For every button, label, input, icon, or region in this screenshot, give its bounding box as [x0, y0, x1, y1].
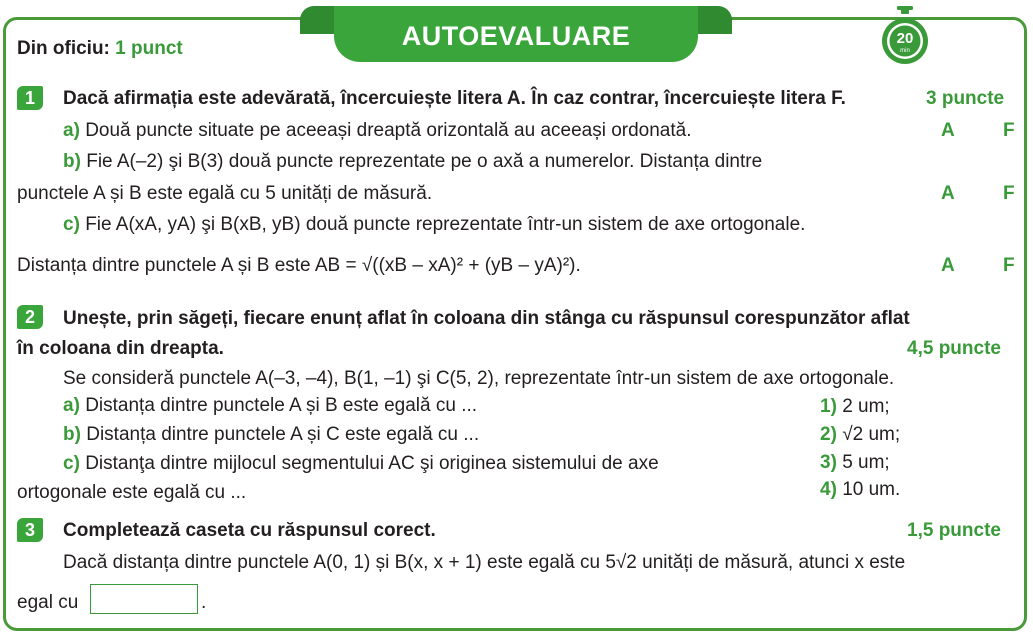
ex2-statement-c-line1[interactable] [63, 452, 659, 476]
ex1-c-false-option[interactable]: F [1003, 255, 1015, 276]
ex1-item-b-line1 [63, 150, 762, 174]
ex2-c-text-line2: ortogonale este egală cu ... [17, 482, 247, 503]
ex1-c-text-line2: Distanța dintre punctele A și B este AB = √((xB – xA)² + (yB – yA)²). [17, 255, 581, 276]
exercise-2-points: 4,5 puncte [907, 338, 1001, 359]
ex2-answer-4-text: 10 um. [842, 479, 901, 500]
ex2-statement-b[interactable] [63, 423, 479, 447]
ex2-answer-4[interactable] [820, 478, 900, 502]
exercise-2-instruction-line2: în coloana din dreapta. [17, 338, 224, 359]
ex2-answer-3[interactable] [820, 451, 890, 475]
oficiu-line [17, 38, 183, 60]
ex2-answer-2[interactable] [820, 423, 900, 447]
ex2-answer-3-label: 3) [820, 452, 837, 473]
ex1-a-label: a) [63, 120, 80, 141]
timer-unit: min [900, 48, 910, 54]
ex1-b-true-option[interactable]: A [941, 183, 955, 204]
exercise-1-points: 3 puncte [926, 88, 1005, 109]
ex2-statement-a[interactable] [63, 394, 477, 418]
ex1-b-text-line2: punctele A și B este egală cu 5 unități de măsură. [17, 183, 433, 204]
ex1-a-true-option[interactable]: A [941, 120, 955, 141]
ex2-a-text: Distanța dintre punctele A și B este egală cu ... [85, 395, 478, 416]
ex1-c-true-option[interactable]: A [941, 255, 955, 276]
answer-input-box[interactable] [90, 584, 198, 614]
ex2-answer-2-text: √2 um; [842, 424, 901, 445]
ex1-b-text-line1: Fie A(–2) şi B(3) două puncte reprezentate pe o axă a numerelor. Distanța dintre [86, 151, 763, 172]
ex2-answer-4-label: 4) [820, 479, 837, 500]
ex1-item-c-line1 [63, 213, 805, 237]
ex3-text-line2-suffix: . [201, 592, 207, 613]
ex2-a-label: a) [63, 395, 80, 416]
ex2-answer-1[interactable] [820, 395, 890, 419]
ex1-c-text-line1: Fie A(xA, yA) şi B(xB, yB) două puncte reprezentate într-un sistem de axe ortogonale. [85, 214, 806, 235]
exercise-3-points: 1,5 puncte [907, 520, 1001, 541]
ex1-b-false-option[interactable]: F [1003, 183, 1015, 204]
page-title: AUTOEVALUARE [334, 6, 698, 62]
ex1-item-a [63, 119, 692, 143]
oficiu-points: 1 punct [115, 38, 183, 59]
ex1-b-label: b) [63, 151, 81, 172]
ex1-a-false-option[interactable]: F [1003, 120, 1015, 141]
title-tab [300, 6, 732, 62]
ex1-c-label: c) [63, 214, 80, 235]
ex2-b-text: Distanța dintre punctele A și C este egală cu ... [86, 424, 480, 445]
exercise-1-instruction: Dacă afirmația este adevărată, încercuiește litera A. În caz contrar, încercuiește litera F. [63, 88, 846, 109]
ex2-answer-1-label: 1) [820, 396, 837, 417]
exercise-1-number: 1 [17, 86, 43, 110]
ex2-answer-1-text: 2 um; [842, 396, 890, 417]
ex3-text-line2-prefix: egal cu [17, 592, 79, 613]
exercise-2-number: 2 [17, 305, 43, 329]
ex2-c-label: c) [63, 453, 80, 474]
exercise-2-instruction-line1: Unește, prin săgeți, fiecare enunț aflat în coloana din stânga cu răspunsul corespunzător aflat [63, 308, 910, 329]
stopwatch-icon [878, 6, 932, 66]
ex2-answer-3-text: 5 um; [842, 452, 890, 473]
ex2-b-label: b) [63, 424, 81, 445]
timer-value: 20 [896, 30, 914, 47]
ex2-c-text-line1: Distanţa dintre mijlocul segmentului AC şi originea sistemului de axe [85, 453, 659, 474]
ex1-a-text: Două puncte situate pe aceeași dreaptă orizontală au aceeași ordonată. [85, 120, 692, 141]
exercise-3-number: 3 [17, 518, 43, 542]
oficiu-label: Din oficiu: [17, 38, 110, 59]
ex3-text-line1: Dacă distanța dintre punctele A(0, 1) și B(x, x + 1) este egală cu 5√2 unități de măsură, atunci x este [63, 552, 906, 573]
exercise-3-instruction: Completează caseta cu răspunsul corect. [63, 520, 436, 541]
ex2-intro: Se consideră punctele A(–3, –4), B(1, –1) şi C(5, 2), reprezentate într-un sistem de axe ortogonale. [63, 368, 895, 389]
ex2-answer-2-label: 2) [820, 424, 837, 445]
